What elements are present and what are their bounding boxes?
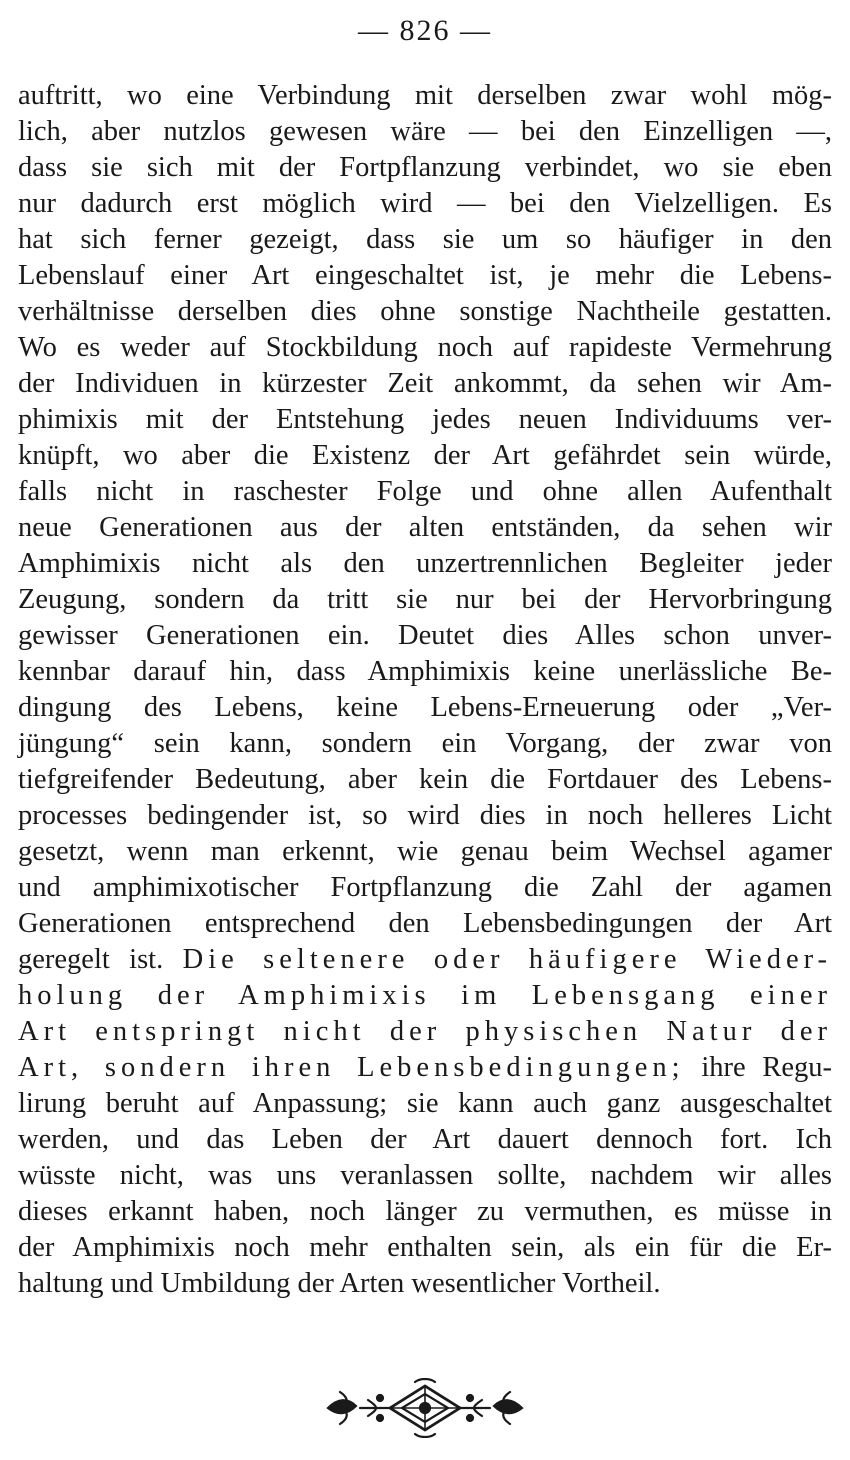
text-line: der Amphimixis noch mehr enthalten sein, als ein für die Er-: [18, 1232, 832, 1263]
text-line: haltung und Umbildung der Arten wesentlicher Vortheil.: [18, 1268, 661, 1299]
body-text: [18, 78, 832, 1302]
emphasized-text: Die seltenere oder häufigere Wieder-: [182, 944, 833, 975]
text-line: jüngung“ sein kann, sondern ein Vorgang, der zwar von: [18, 728, 832, 759]
text-run: ihre Regu-: [701, 1052, 833, 1083]
text-line: lich, aber nutzlos gewesen wäre — bei den Einzelligen —,: [18, 116, 832, 147]
page-number: — 826 —: [358, 14, 492, 47]
text-line: knüpft, wo aber die Existenz der Art gefährdet sein würde,: [18, 440, 832, 471]
text-line: dingung des Lebens, keine Lebens-Erneuerung oder „Ver-: [18, 692, 832, 723]
text-line: Wo es weder auf Stockbildung noch auf rapideste Vermehrung: [18, 332, 832, 363]
emphasized-text: Art entspringt nicht der physischen Natur der: [18, 1016, 832, 1047]
text-run: geregelt ist.: [18, 944, 164, 975]
text-line: tiefgreifender Bedeutung, aber kein die Fortdauer des Lebens-: [18, 764, 832, 795]
text-line: Amphimixis nicht als den unzertrennlichen Begleiter jeder: [18, 548, 832, 579]
text-line: der Individuen in kürzester Zeit ankommt, da sehen wir Am-: [18, 368, 832, 399]
text-line: processes bedingender ist, so wird dies in noch helleres Licht: [18, 800, 832, 831]
text-line: verhältnisse derselben dies ohne sonstige Nachtheile gestatten.: [18, 296, 832, 327]
text-line: falls nicht in raschester Folge und ohne allen Aufenthalt: [18, 476, 832, 507]
text-line: Zeugung, sondern da tritt sie nur bei der Hervorbringung: [18, 584, 832, 615]
text-line: gewisser Generationen ein. Deutet dies Alles schon unver-: [18, 620, 832, 651]
text-line: Generationen entsprechend den Lebensbedingungen der Art: [18, 908, 832, 939]
text-line: neue Generationen aus der alten entständen, da sehen wir: [18, 512, 832, 543]
text-line: dass sie sich mit der Fortpflanzung verbindet, wo sie eben: [18, 152, 832, 183]
text-line: auftritt, wo eine Verbindung mit derselben zwar wohl mög-: [18, 80, 832, 111]
text-line: dieses erkannt haben, noch länger zu vermuthen, es müsse in: [18, 1196, 832, 1227]
text-line: [18, 1050, 832, 1086]
ornament-icon: [320, 1378, 530, 1438]
text-line: kennbar darauf hin, dass Amphimixis keine unerlässliche Be-: [18, 656, 832, 687]
emphasized-text: Art, sondern ihren Lebensbedingungen;: [18, 1052, 685, 1083]
text-line: gesetzt, wenn man erkennt, wie genau beim Wechsel agamer: [18, 836, 832, 867]
text-line: und amphimixotischer Fortpflanzung die Zahl der agamen: [18, 872, 832, 903]
text-line: werden, und das Leben der Art dauert dennoch fort. Ich: [18, 1124, 832, 1155]
text-line: wüsste nicht, was uns veranlassen sollte, nachdem wir alles: [18, 1160, 832, 1191]
text-line: [18, 942, 832, 978]
text-line: nur dadurch erst möglich wird — bei den Vielzelligen. Es: [18, 188, 832, 219]
text-line: [18, 1014, 832, 1050]
emphasized-text: holung der Amphimixis im Lebensgang einer: [18, 980, 832, 1011]
text-line: Lebenslauf einer Art eingeschaltet ist, je mehr die Lebens-: [18, 260, 832, 291]
text-line: [18, 978, 832, 1014]
text-line: hat sich ferner gezeigt, dass sie um so häufiger in den: [18, 224, 832, 255]
text-line: phimixis mit der Entstehung jedes neuen Individuums ver-: [18, 404, 832, 435]
text-line: lirung beruht auf Anpassung; sie kann auch ganz ausgeschaltet: [18, 1088, 832, 1119]
